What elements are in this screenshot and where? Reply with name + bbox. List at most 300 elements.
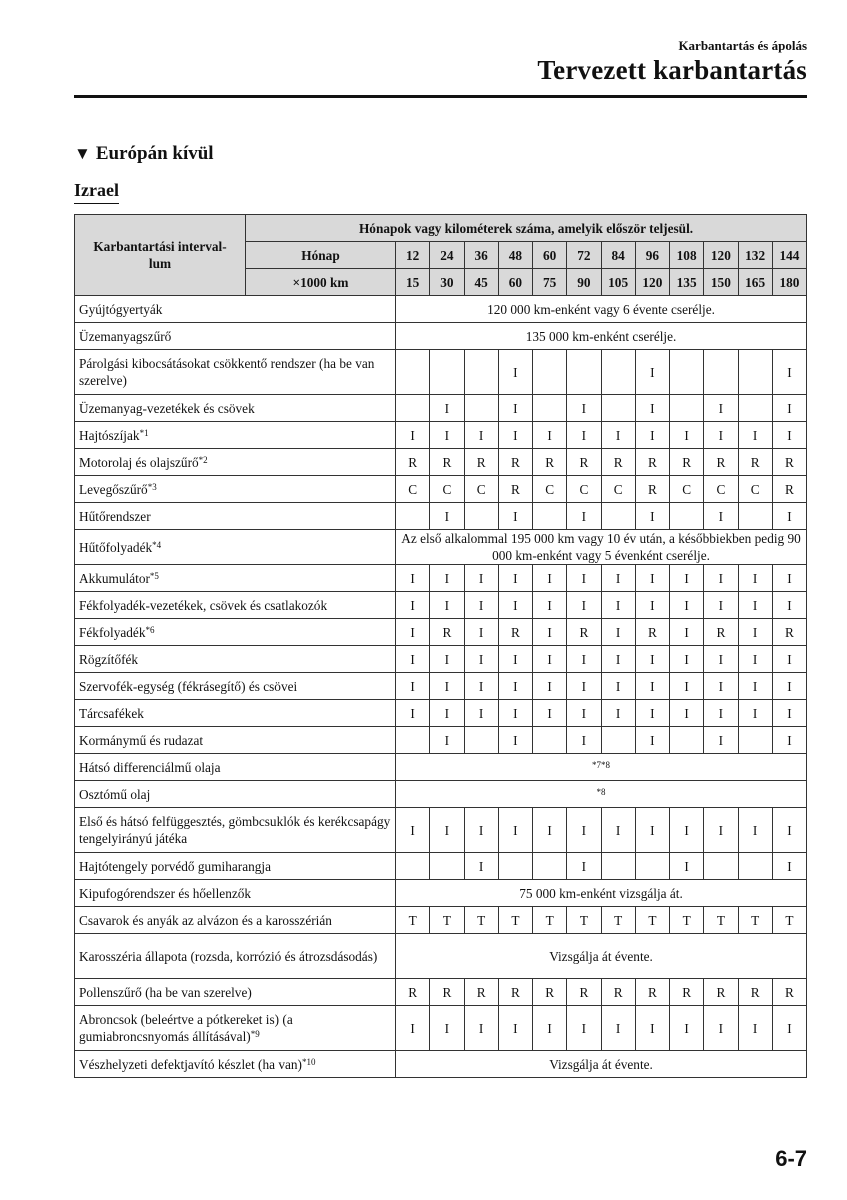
km-cell: 90 xyxy=(567,269,601,296)
row-item-text: Kipufogórendszer és hőellenzők xyxy=(79,885,252,901)
table-row xyxy=(75,1006,807,1051)
row-value-cell xyxy=(738,853,772,880)
row-value-cell: R xyxy=(704,979,738,1006)
row-value-cell: C xyxy=(704,476,738,503)
row-item-name xyxy=(75,781,396,808)
row-value-cell: I xyxy=(498,395,532,422)
row-value-cell: I xyxy=(567,853,601,880)
table-row xyxy=(75,727,807,754)
row-item-name xyxy=(75,646,396,673)
row-value-cell xyxy=(601,853,635,880)
row-value-cell xyxy=(396,727,430,754)
row-item-text: Kormánymű és rudazat xyxy=(79,732,204,748)
km-cell: 75 xyxy=(533,269,567,296)
row-value-cell xyxy=(670,503,704,530)
row-item-name xyxy=(75,700,396,727)
footnote-mark: *4 xyxy=(152,539,162,550)
row-item-name xyxy=(75,934,396,979)
month-label-cell: Hónap xyxy=(246,242,396,269)
chapter-label: Karbantartás és ápolás xyxy=(678,38,807,53)
table-row xyxy=(75,530,807,565)
row-value-cell: I xyxy=(670,619,704,646)
row-value-cell: I xyxy=(498,1006,532,1051)
row-value-cell: I xyxy=(772,503,806,530)
row-value-cell: R xyxy=(498,449,532,476)
row-value-cell: I xyxy=(464,565,498,592)
row-value-cell: I xyxy=(772,592,806,619)
row-value-cell: I xyxy=(772,853,806,880)
row-value-cell: I xyxy=(704,503,738,530)
row-value-cell: R xyxy=(396,979,430,1006)
row-value-cell: R xyxy=(533,449,567,476)
table-row xyxy=(75,395,807,422)
row-value-cell: R xyxy=(601,979,635,1006)
row-value-cell: I xyxy=(396,808,430,853)
row-value-cell: I xyxy=(635,503,669,530)
row-value-cell: I xyxy=(772,350,806,395)
row-value-cell: I xyxy=(738,646,772,673)
row-value-cell xyxy=(670,395,704,422)
row-value-cell: I xyxy=(567,422,601,449)
footnote-mark: *6 xyxy=(145,624,155,635)
row-value-cell: I xyxy=(396,565,430,592)
row-value-cell: R xyxy=(738,979,772,1006)
table-row xyxy=(75,296,807,323)
table-row xyxy=(75,808,807,853)
row-value-cell: I xyxy=(635,350,669,395)
row-value-cell: I xyxy=(704,646,738,673)
row-value-cell: C xyxy=(567,476,601,503)
row-value-cell: C xyxy=(464,476,498,503)
page-title: Tervezett karbantartás xyxy=(537,55,807,85)
row-item-text: Üzemanyag-vezetékek és csövek xyxy=(79,400,255,416)
row-value-cell: I xyxy=(533,646,567,673)
row-value-cell xyxy=(533,350,567,395)
row-value-cell: I xyxy=(601,673,635,700)
row-value-cell xyxy=(601,350,635,395)
row-value-cell xyxy=(738,503,772,530)
row-value-cell: R xyxy=(533,979,567,1006)
row-value-cell: I xyxy=(430,727,464,754)
row-value-cell xyxy=(704,853,738,880)
row-value-cell: I xyxy=(396,592,430,619)
row-value-cell: T xyxy=(533,907,567,934)
row-item-name xyxy=(75,530,396,565)
month-cell: 84 xyxy=(601,242,635,269)
row-value-cell: R xyxy=(635,979,669,1006)
row-value-cell: I xyxy=(670,808,704,853)
row-value-cell: I xyxy=(704,1006,738,1051)
row-value-cell: I xyxy=(635,808,669,853)
row-value-cell: I xyxy=(430,422,464,449)
row-item-name xyxy=(75,395,396,422)
row-value-cell: C xyxy=(533,476,567,503)
row-item-text: Hajtótengely porvédő gumiharangja xyxy=(79,858,272,874)
row-value-cell: I xyxy=(635,673,669,700)
page-number: 6-7 xyxy=(775,1146,807,1171)
row-value-cell: I xyxy=(704,727,738,754)
row-value-cell: R xyxy=(635,449,669,476)
row-value-cell: R xyxy=(567,619,601,646)
row-value-cell: R xyxy=(635,476,669,503)
footnote-mark: *5 xyxy=(149,570,159,581)
row-item-name xyxy=(75,673,396,700)
row-value-cell xyxy=(635,853,669,880)
km-cell: 15 xyxy=(396,269,430,296)
row-value-cell: I xyxy=(601,565,635,592)
table-row xyxy=(75,449,807,476)
row-item-text: Hajtószíjak xyxy=(79,427,140,443)
row-value-cell: I xyxy=(704,700,738,727)
row-value-cell: I xyxy=(533,592,567,619)
row-value-cell: I xyxy=(498,808,532,853)
row-value-cell: I xyxy=(670,422,704,449)
table-row xyxy=(75,853,807,880)
footnote-mark: *1 xyxy=(139,427,149,438)
row-value-cell xyxy=(670,727,704,754)
row-value-cell: I xyxy=(430,646,464,673)
row-item-text: Fékfolyadék-vezetékek, csövek és csatlakozók xyxy=(79,597,328,613)
row-value-cell: C xyxy=(670,476,704,503)
row-value-cell: I xyxy=(670,673,704,700)
row-value-cell: I xyxy=(498,350,532,395)
footnote-mark: *7*8 xyxy=(592,759,611,770)
row-value-cell: I xyxy=(601,646,635,673)
row-span-cell: Vizsgálja át évente. xyxy=(396,934,807,979)
row-value-cell: I xyxy=(464,1006,498,1051)
row-value-cell: I xyxy=(772,395,806,422)
row-item-text: Osztómű olaj xyxy=(79,786,151,802)
row-value-cell: I xyxy=(567,565,601,592)
row-value-cell: R xyxy=(670,449,704,476)
row-value-cell: I xyxy=(738,673,772,700)
row-item-text: Hűtőfolyadék xyxy=(79,539,153,555)
row-value-cell: I xyxy=(635,727,669,754)
row-value-cell: I xyxy=(670,1006,704,1051)
row-value-cell: R xyxy=(464,449,498,476)
row-value-cell xyxy=(464,503,498,530)
row-item-name xyxy=(75,727,396,754)
footnote-mark: *8 xyxy=(596,786,606,797)
row-value-cell: R xyxy=(772,476,806,503)
row-item-name xyxy=(75,907,396,934)
row-value-cell: R xyxy=(772,619,806,646)
row-value-cell: I xyxy=(601,808,635,853)
row-value-cell: I xyxy=(772,727,806,754)
row-value-cell: T xyxy=(670,907,704,934)
row-value-cell xyxy=(498,853,532,880)
row-value-cell: R xyxy=(498,619,532,646)
row-value-cell: T xyxy=(430,907,464,934)
table-row xyxy=(75,503,807,530)
row-value-cell: I xyxy=(772,565,806,592)
km-cell: 150 xyxy=(704,269,738,296)
row-value-cell xyxy=(464,395,498,422)
row-value-cell: I xyxy=(430,673,464,700)
row-value-cell: I xyxy=(430,565,464,592)
row-item-name xyxy=(75,592,396,619)
row-value-cell: I xyxy=(704,808,738,853)
row-value-cell: I xyxy=(533,565,567,592)
km-cell: 45 xyxy=(464,269,498,296)
row-value-cell: I xyxy=(635,565,669,592)
row-value-cell: I xyxy=(635,1006,669,1051)
row-item-text: Motorolaj és olajszűrő xyxy=(79,454,199,470)
row-value-cell: I xyxy=(430,1006,464,1051)
row-value-cell: I xyxy=(533,619,567,646)
row-value-cell: R xyxy=(704,619,738,646)
row-value-cell: I xyxy=(635,646,669,673)
row-value-cell: R xyxy=(498,476,532,503)
row-value-cell: I xyxy=(498,503,532,530)
row-value-cell: I xyxy=(464,673,498,700)
row-value-cell: I xyxy=(430,700,464,727)
row-value-cell: I xyxy=(704,422,738,449)
row-value-cell xyxy=(464,727,498,754)
row-value-cell: I xyxy=(533,1006,567,1051)
row-value-cell: I xyxy=(567,673,601,700)
row-value-cell: I xyxy=(533,808,567,853)
row-value-cell: I xyxy=(670,700,704,727)
table-row xyxy=(75,781,807,808)
row-value-cell: I xyxy=(704,592,738,619)
row-item-name xyxy=(75,619,396,646)
row-value-cell: I xyxy=(601,619,635,646)
row-value-cell: I xyxy=(533,422,567,449)
row-item-text: Pollenszűrő (ha be van szerelve) xyxy=(79,984,252,1000)
row-value-cell: I xyxy=(464,808,498,853)
km-cell: 165 xyxy=(738,269,772,296)
row-value-cell: I xyxy=(464,422,498,449)
row-value-cell xyxy=(396,395,430,422)
row-value-cell: I xyxy=(704,673,738,700)
table-row xyxy=(75,934,807,979)
table-row xyxy=(75,350,807,395)
km-cell: 180 xyxy=(772,269,806,296)
row-value-cell: R xyxy=(430,619,464,646)
row-value-cell: I xyxy=(396,1006,430,1051)
row-value-cell: C xyxy=(396,476,430,503)
row-value-cell: R xyxy=(772,449,806,476)
row-value-cell: I xyxy=(498,422,532,449)
row-item-name xyxy=(75,323,396,350)
footnote-mark: *9 xyxy=(250,1029,260,1039)
footnote-mark: *10 xyxy=(302,1056,316,1067)
row-value-cell: I xyxy=(772,808,806,853)
km-cell: 30 xyxy=(430,269,464,296)
triangle-down-icon: ▼ xyxy=(74,144,91,163)
row-value-cell xyxy=(464,350,498,395)
row-value-cell: I xyxy=(567,700,601,727)
row-value-cell: T xyxy=(772,907,806,934)
row-value-cell: T xyxy=(396,907,430,934)
km-label-cell: ×1000 km xyxy=(246,269,396,296)
row-value-cell: I xyxy=(738,619,772,646)
row-item-name xyxy=(75,853,396,880)
table-row xyxy=(75,700,807,727)
row-value-cell: I xyxy=(464,853,498,880)
maintenance-table xyxy=(74,214,807,1078)
table-row xyxy=(75,1051,807,1078)
row-value-cell: I xyxy=(396,646,430,673)
row-value-cell: I xyxy=(601,592,635,619)
row-value-cell xyxy=(533,395,567,422)
row-value-cell: I xyxy=(430,503,464,530)
row-value-cell xyxy=(601,503,635,530)
row-item-name xyxy=(75,979,396,1006)
row-item-text: Vészhelyzeti defektjavító készlet (ha van) xyxy=(79,1056,302,1072)
row-value-cell: I xyxy=(601,700,635,727)
row-item-name xyxy=(75,350,396,395)
row-span-cell: 120 000 km-enként vagy 6 évente cserélje. xyxy=(396,296,807,323)
row-value-cell: I xyxy=(498,565,532,592)
row-value-cell: I xyxy=(498,673,532,700)
row-value-cell: R xyxy=(464,979,498,1006)
row-value-cell: I xyxy=(567,808,601,853)
row-value-cell xyxy=(738,727,772,754)
row-value-cell xyxy=(533,727,567,754)
row-value-cell: I xyxy=(704,395,738,422)
row-item-text: Hátsó differenciálmű olaja xyxy=(79,759,221,775)
row-value-cell xyxy=(396,350,430,395)
row-value-cell: I xyxy=(430,808,464,853)
month-cell: 132 xyxy=(738,242,772,269)
row-item-text: Üzemanyagszűrő xyxy=(79,328,172,344)
row-value-cell: I xyxy=(533,700,567,727)
row-item-text: Gyújtógyertyák xyxy=(79,301,163,317)
row-value-cell: T xyxy=(567,907,601,934)
row-value-cell: I xyxy=(772,673,806,700)
row-value-cell xyxy=(430,350,464,395)
row-value-cell: I xyxy=(567,1006,601,1051)
row-value-cell: I xyxy=(498,727,532,754)
row-value-cell: I xyxy=(396,700,430,727)
row-value-cell xyxy=(670,350,704,395)
row-value-cell: I xyxy=(772,646,806,673)
month-cell: 108 xyxy=(670,242,704,269)
row-item-name xyxy=(75,808,396,853)
row-value-cell xyxy=(396,503,430,530)
row-value-cell: I xyxy=(464,592,498,619)
row-value-cell xyxy=(567,350,601,395)
row-item-name xyxy=(75,503,396,530)
row-item-name xyxy=(75,422,396,449)
row-value-cell: I xyxy=(738,422,772,449)
row-span-cell: 135 000 km-enként cserélje. xyxy=(396,323,807,350)
row-value-cell: T xyxy=(704,907,738,934)
row-value-cell: I xyxy=(430,395,464,422)
row-value-cell: I xyxy=(738,700,772,727)
row-item-name xyxy=(75,565,396,592)
row-value-cell xyxy=(533,503,567,530)
row-value-cell: I xyxy=(430,592,464,619)
row-value-cell: C xyxy=(430,476,464,503)
row-value-cell: R xyxy=(704,449,738,476)
interval-label-cell: Karbantartási interval-lum xyxy=(75,215,246,296)
row-value-cell: I xyxy=(396,619,430,646)
row-value-cell: I xyxy=(396,422,430,449)
row-value-cell: R xyxy=(430,449,464,476)
row-item-name xyxy=(75,1006,396,1051)
row-value-cell: T xyxy=(498,907,532,934)
row-value-cell xyxy=(430,853,464,880)
row-value-cell: I xyxy=(464,619,498,646)
row-value-cell: I xyxy=(670,853,704,880)
row-item-name xyxy=(75,449,396,476)
table-row xyxy=(75,592,807,619)
row-value-cell xyxy=(738,350,772,395)
table-row xyxy=(75,422,807,449)
header-row-group xyxy=(75,215,807,242)
row-value-cell: I xyxy=(498,700,532,727)
row-value-cell: I xyxy=(772,700,806,727)
row-value-cell xyxy=(738,395,772,422)
row-value-cell: I xyxy=(772,1006,806,1051)
row-value-cell: I xyxy=(464,700,498,727)
row-item-text: Párolgási kibocsátásokat csökkentő rendszer (ha be van szerelve) xyxy=(79,356,375,388)
row-value-cell: I xyxy=(396,673,430,700)
row-value-cell: I xyxy=(738,565,772,592)
km-cell: 120 xyxy=(635,269,669,296)
row-value-cell: I xyxy=(567,395,601,422)
row-span-cell: 75 000 km-enként vizsgálja át. xyxy=(396,880,807,907)
row-item-text: Abroncsok (beleértve a pótkereket is) (a gumiabroncsnyomás állításával) xyxy=(79,1012,293,1044)
month-cell: 72 xyxy=(567,242,601,269)
row-value-cell: I xyxy=(464,646,498,673)
row-value-cell: R xyxy=(738,449,772,476)
row-value-cell: I xyxy=(635,395,669,422)
row-value-cell xyxy=(704,350,738,395)
row-value-cell: I xyxy=(567,646,601,673)
section-title-text: Európán kívül xyxy=(95,143,214,164)
row-value-cell: R xyxy=(635,619,669,646)
row-item-text: Szervofék-egység (fékrásegítő) és csövei xyxy=(79,678,298,694)
row-value-cell: R xyxy=(567,979,601,1006)
month-cell: 24 xyxy=(430,242,464,269)
row-item-text: Levegőszűrő xyxy=(79,481,148,497)
row-value-cell xyxy=(601,727,635,754)
row-value-cell: R xyxy=(498,979,532,1006)
month-cell: 96 xyxy=(635,242,669,269)
row-item-text: Tárcsafékek xyxy=(79,705,144,721)
row-item-name xyxy=(75,476,396,503)
row-value-cell: I xyxy=(738,1006,772,1051)
row-item-text: Karosszéria állapota (rozsda, korrózió és átrozsdásodás) xyxy=(79,948,378,964)
row-value-cell: I xyxy=(567,727,601,754)
row-item-name xyxy=(75,880,396,907)
row-item-text: Akkumulátor xyxy=(79,570,150,586)
row-item-name xyxy=(75,754,396,781)
row-value-cell: R xyxy=(670,979,704,1006)
table-row xyxy=(75,754,807,781)
row-value-cell: R xyxy=(396,449,430,476)
row-span-cell xyxy=(396,781,807,808)
month-cell: 60 xyxy=(533,242,567,269)
row-value-cell: C xyxy=(601,476,635,503)
km-cell: 135 xyxy=(670,269,704,296)
row-value-cell: I xyxy=(498,646,532,673)
row-value-cell: R xyxy=(772,979,806,1006)
month-cell: 12 xyxy=(396,242,430,269)
table-row xyxy=(75,646,807,673)
row-value-cell: I xyxy=(567,592,601,619)
row-value-cell: R xyxy=(567,449,601,476)
km-cell: 60 xyxy=(498,269,532,296)
row-value-cell: I xyxy=(704,565,738,592)
row-value-cell xyxy=(533,853,567,880)
row-value-cell: I xyxy=(635,422,669,449)
table-row xyxy=(75,907,807,934)
